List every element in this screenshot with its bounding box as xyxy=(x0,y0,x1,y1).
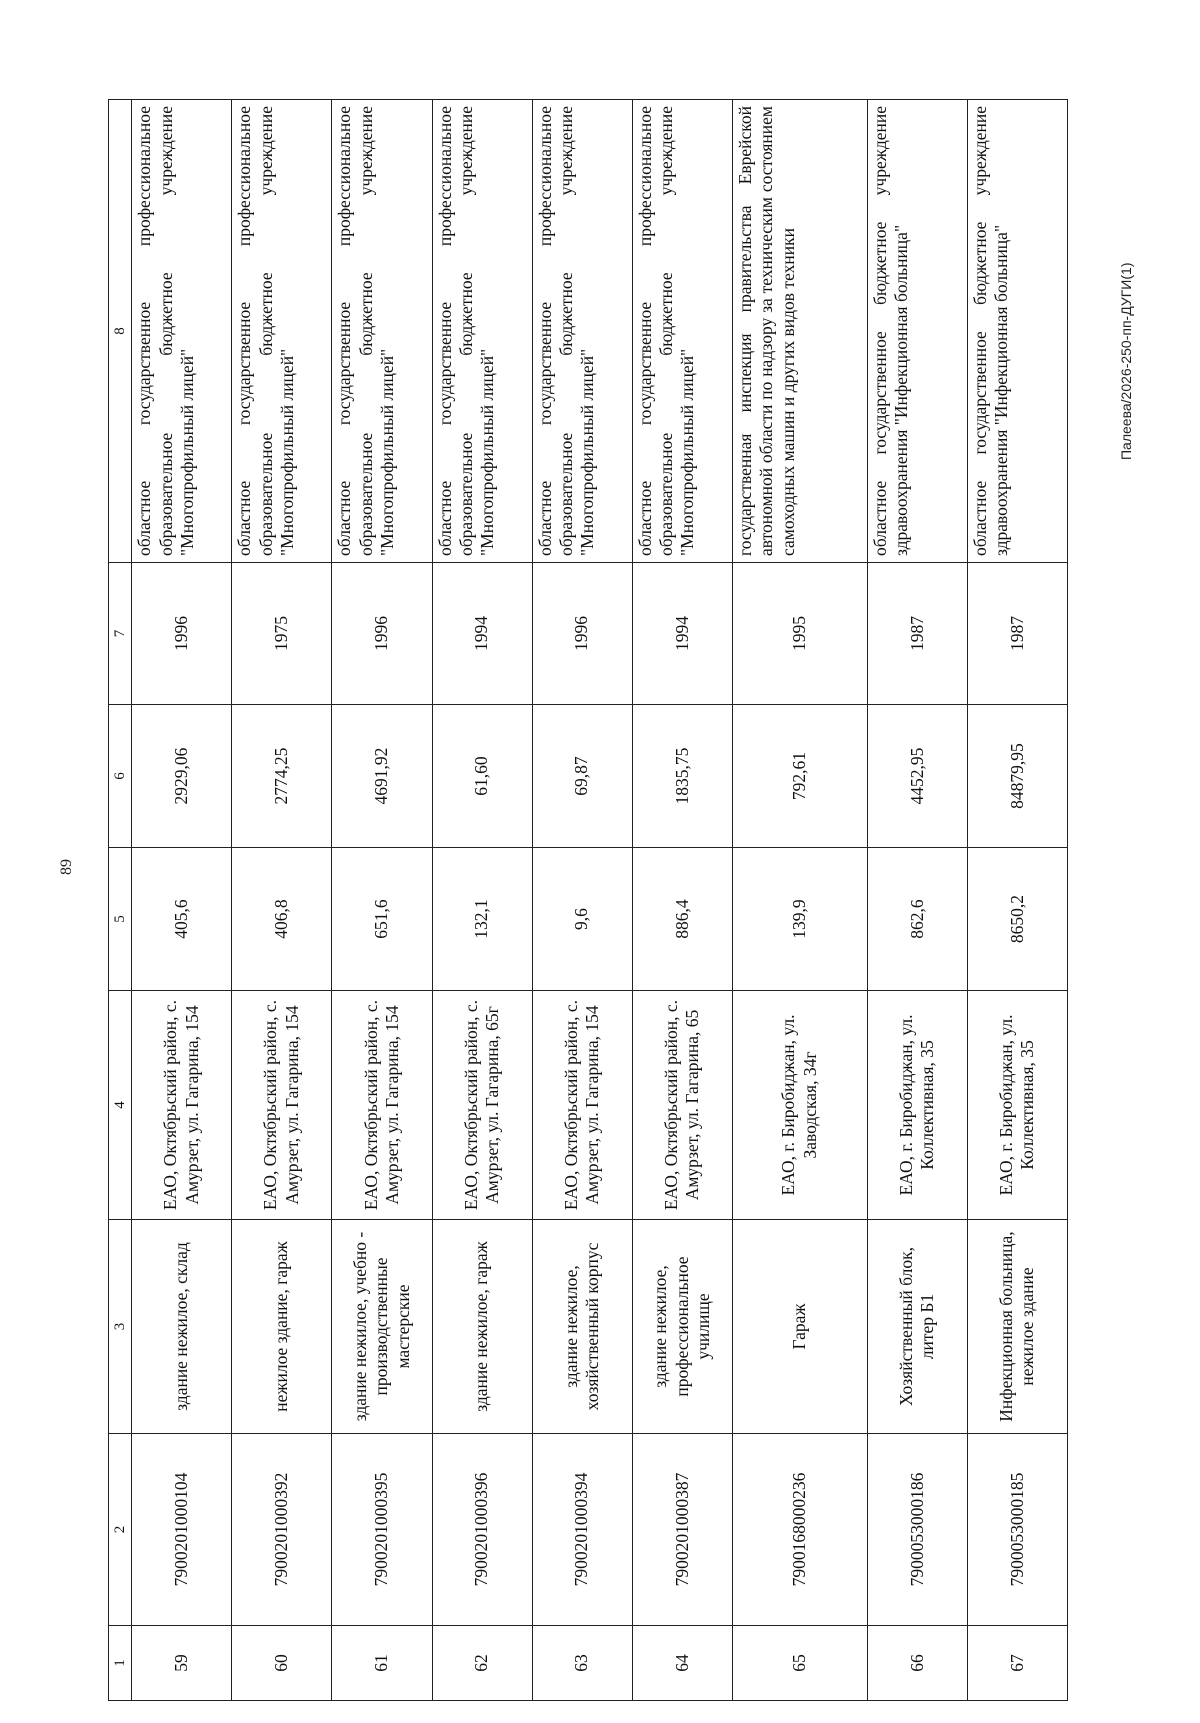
column-header: 5 xyxy=(109,848,132,991)
owner-name: областное государственное профессиональное образовательное бюджетное учреждение "Многопрофильный лицей" xyxy=(132,100,232,563)
row-number: 62 xyxy=(432,1626,532,1701)
table-row xyxy=(867,100,967,1701)
object-year: 1995 xyxy=(732,563,867,705)
object-year: 1987 xyxy=(967,563,1067,705)
object-area: 139,9 xyxy=(732,848,867,991)
object-area: 862,6 xyxy=(867,848,967,991)
owner-name: областное государственное профессиональное образовательное бюджетное учреждение "Многопрофильный лицей" xyxy=(532,100,632,563)
object-value: 84879,95 xyxy=(967,705,1067,848)
object-address: ЕАО, Октябрьский район, с. Амурзет, ул. Гагарина, 154 xyxy=(232,991,332,1220)
object-area: 406,8 xyxy=(232,848,332,991)
column-header: 7 xyxy=(109,563,132,705)
table-header-row xyxy=(109,100,132,1701)
object-name: здание нежилое, хозяйственный корпус xyxy=(532,1220,632,1434)
object-name: Инфекционная больница, нежилое здание xyxy=(967,1220,1067,1434)
row-number: 65 xyxy=(732,1626,867,1701)
table-body xyxy=(109,100,1068,1701)
table-row xyxy=(967,100,1067,1701)
property-table xyxy=(108,99,1068,1701)
object-name: здание нежилое, склад xyxy=(132,1220,232,1434)
table-row xyxy=(732,100,867,1701)
row-number: 60 xyxy=(232,1626,332,1701)
row-number: 67 xyxy=(967,1626,1067,1701)
row-number: 63 xyxy=(532,1626,632,1701)
row-number: 66 xyxy=(867,1626,967,1701)
row-number: 64 xyxy=(632,1626,732,1701)
cadastral-number: 7900201000396 xyxy=(432,1434,532,1626)
object-address: ЕАО, Октябрьский район, с. Амурзет, ул. Гагарина, 154 xyxy=(332,991,432,1220)
object-address: ЕАО, Октябрьский район, с. Амурзет, ул. Гагарина, 154 xyxy=(532,991,632,1220)
column-header: 2 xyxy=(109,1434,132,1626)
cadastral-number: 7900053000186 xyxy=(867,1434,967,1626)
page-number: 89 xyxy=(58,859,75,875)
table-row xyxy=(132,100,232,1701)
column-header: 4 xyxy=(109,991,132,1220)
cadastral-number: 7900168000236 xyxy=(732,1434,867,1626)
object-year: 1996 xyxy=(332,563,432,705)
object-name: здание нежилое, учебно - производственные мастерские xyxy=(332,1220,432,1434)
object-name: здание нежилое, профессиональное училище xyxy=(632,1220,732,1434)
table-row xyxy=(232,100,332,1701)
cadastral-number: 7900053000185 xyxy=(967,1434,1067,1626)
object-value: 69,87 xyxy=(532,705,632,848)
owner-name: областное государственное профессиональное образовательное бюджетное учреждение "Многопрофильный лицей" xyxy=(632,100,732,563)
cadastral-number: 7900201000394 xyxy=(532,1434,632,1626)
object-value: 61,60 xyxy=(432,705,532,848)
object-address: ЕАО, Октябрьский район, с. Амурзет, ул. Гагарина, 154 xyxy=(132,991,232,1220)
object-area: 405,6 xyxy=(132,848,232,991)
object-year: 1975 xyxy=(232,563,332,705)
object-value: 4452,95 xyxy=(867,705,967,848)
object-value: 1835,75 xyxy=(632,705,732,848)
column-header: 8 xyxy=(109,100,132,563)
table-row xyxy=(532,100,632,1701)
cadastral-number: 7900201000387 xyxy=(632,1434,732,1626)
object-area: 132,1 xyxy=(432,848,532,991)
object-area: 651,6 xyxy=(332,848,432,991)
object-address: ЕАО, г. Биробиджан, ул. Заводская, 34г xyxy=(732,991,867,1220)
object-value: 2774,25 xyxy=(232,705,332,848)
column-header: 1 xyxy=(109,1626,132,1701)
object-area: 8650,2 xyxy=(967,848,1067,991)
object-value: 792,61 xyxy=(732,705,867,848)
object-name: нежилое здание, гараж xyxy=(232,1220,332,1434)
table-row xyxy=(632,100,732,1701)
property-register xyxy=(108,100,1068,1701)
owner-name: областное государственное профессиональное образовательное бюджетное учреждение "Многопрофильный лицей" xyxy=(432,100,532,563)
table-row xyxy=(432,100,532,1701)
object-address: ЕАО, г. Биробиджан, ул. Коллективная, 35 xyxy=(967,991,1067,1220)
row-number: 61 xyxy=(332,1626,432,1701)
document-id: Палеева/2026-250-пп-ДУГИ(1) xyxy=(1118,262,1134,460)
object-value: 2929,06 xyxy=(132,705,232,848)
column-header: 3 xyxy=(109,1220,132,1434)
cadastral-number: 7900201000104 xyxy=(132,1434,232,1626)
owner-name: областное государственное бюджетное учреждение здравоохранения "Инфекционная больница" xyxy=(967,100,1067,563)
cadastral-number: 7900201000392 xyxy=(232,1434,332,1626)
row-number: 59 xyxy=(132,1626,232,1701)
cadastral-number: 7900201000395 xyxy=(332,1434,432,1626)
table-row xyxy=(332,100,432,1701)
object-year: 1996 xyxy=(532,563,632,705)
object-value: 4691,92 xyxy=(332,705,432,848)
object-address: ЕАО, Октябрьский район, с. Амурзет, ул. Гагарина, 65 xyxy=(632,991,732,1220)
column-header: 6 xyxy=(109,705,132,848)
object-area: 886,4 xyxy=(632,848,732,991)
object-year: 1987 xyxy=(867,563,967,705)
owner-name: областное государственное профессиональное образовательное бюджетное учреждение "Многопрофильный лицей" xyxy=(232,100,332,563)
object-year: 1994 xyxy=(432,563,532,705)
owner-name: государственная инспекция правительства Еврейской автономной области по надзору за техническим состоянием самоходных машин и других видов техники xyxy=(732,100,867,563)
object-name: Хозяйственный блок, литер Б1 xyxy=(867,1220,967,1434)
object-year: 1994 xyxy=(632,563,732,705)
owner-name: областное государственное профессиональное образовательное бюджетное учреждение "Многопрофильный лицей" xyxy=(332,100,432,563)
object-year: 1996 xyxy=(132,563,232,705)
owner-name: областное государственное бюджетное учреждение здравоохранения "Инфекционная больница" xyxy=(867,100,967,563)
object-name: здание нежилое, гараж xyxy=(432,1220,532,1434)
object-name: Гараж xyxy=(732,1220,867,1434)
object-address: ЕАО, г. Биробиджан, ул. Коллективная, 35 xyxy=(867,991,967,1220)
object-area: 9,6 xyxy=(532,848,632,991)
object-address: ЕАО, Октябрьский район, с. Амурзет, ул. Гагарина, 65г xyxy=(432,991,532,1220)
